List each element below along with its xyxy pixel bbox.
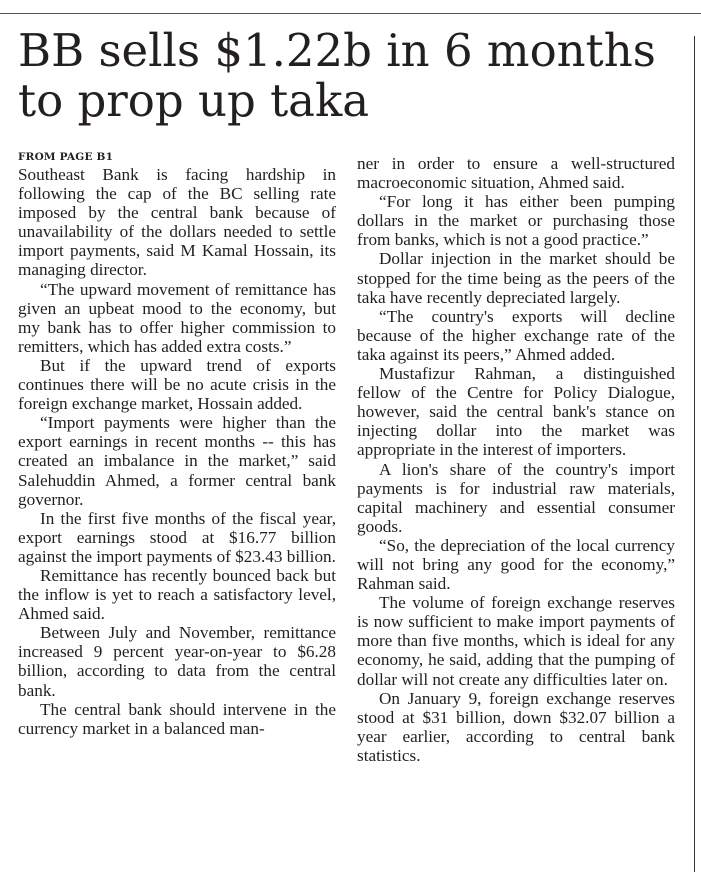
paragraph: “Import payments were higher than the export earnings in recent months -- this has created an imbalance in the market,” said Salehuddin Ahmed, a former central bank governor. [18,413,336,509]
top-rule [0,13,701,14]
paragraph: Between July and November, remittance increased 9 percent year-on-year to $6.28 billion, according to data from the central bank. [18,623,336,700]
paragraph: “So, the depreciation of the local currency will not bring any good for the economy,” Rahman said. [357,535,675,594]
paragraph: Mustafizur Rahman, a distinguished fellow of the Centre for Policy Dialogue, however, said the central bank's stance on injecting dollar into the market was appropriate in the interest of importers. [357,364,675,460]
paragraph: “For long it has either been pumping dollars in the market or purchasing those from banks, which is not a good practice.” [357,192,675,250]
paragraph: On January 9, foreign exchange reserves stood at $31 billion, down $32.07 billion a year earlier, according to central bank statistics. [357,688,675,765]
paragraph: The volume of foreign exchange reserves is now sufficient to make import payments of more than five months, which is ideal for any economy, he said, adding that the pumping of dollar will not create any difficulties later on. [357,593,675,689]
paragraph: ner in order to ensure a well-structured macroeconomic situation, Ahmed said. [357,154,675,193]
left-column [18,150,336,738]
right-column [357,154,675,765]
paragraph: In the first five months of the fiscal year, export earnings stood at $16.77 billion against the import payments of $23.43 billion. [18,508,336,566]
dateline: FROM PAGE B1 [18,151,114,163]
column-rule [694,36,695,872]
paragraph: Remittance has recently bounced back but the inflow is yet to reach a satisfactory level, Ahmed said. [18,565,336,624]
paragraph: Southeast Bank is facing hardship in following the cap of the BC selling rate imposed by the central bank because of unavailability of the dollars needed to settle import payments, said M Kamal Hossain, its managing director. [18,165,336,280]
paragraph: A lion's share of the country's import payments is for industrial raw materials, capital machinery and essential consumer goods. [357,459,675,536]
paragraph: Dollar injection in the market should be stopped for the time being as the peers of the taka have recently depreciated largely. [357,249,675,307]
headline: BB sells $1.22b in 6 months to prop up taka [18,24,656,127]
paragraph: “The upward movement of remittance has given an upbeat mood to the economy, but my bank has to offer higher commission to remitters, which has added extra costs.” [18,279,336,356]
paragraph: “The country's exports will decline because of the higher exchange rate of the taka against its peers,” Ahmed added. [357,306,675,364]
paragraph: But if the upward trend of exports continues there will be no acute crisis in the foreign exchange market, Hossain added. [18,355,336,414]
paragraph: The central bank should intervene in the currency market in a balanced man- [18,699,336,738]
